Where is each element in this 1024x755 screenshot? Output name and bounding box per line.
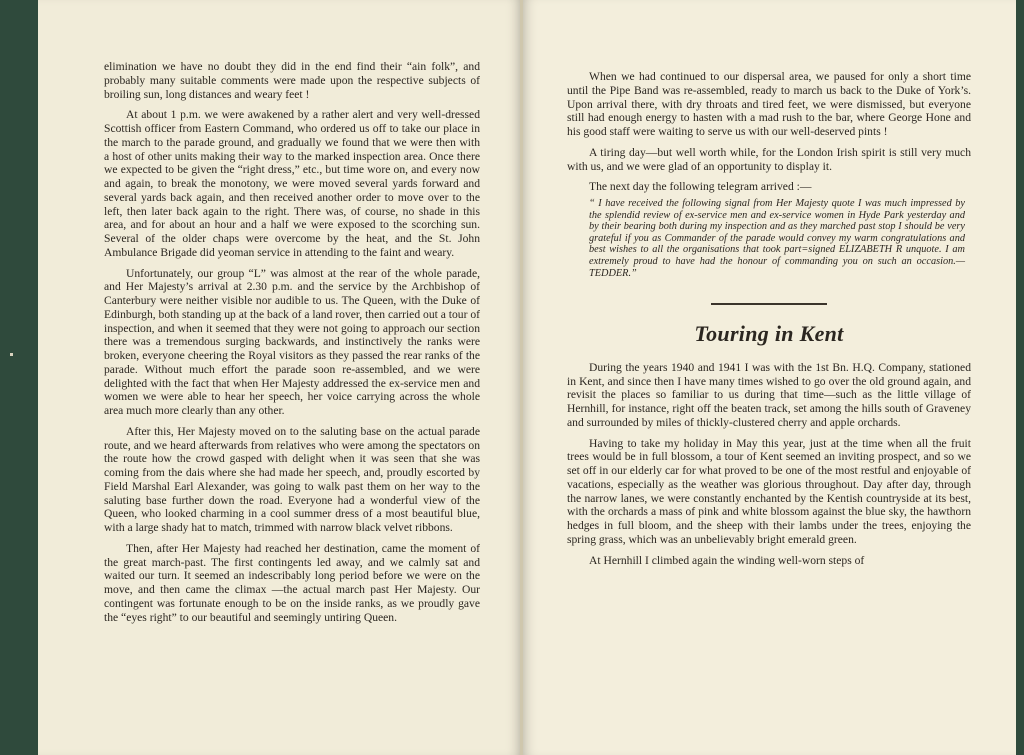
article-heading: Touring in Kent: [694, 321, 844, 347]
left-paragraph: After this, Her Majesty moved on to the saluting base on the actual parade route, and we heard afterwards from relatives who were among the spectators on the route how the crowd gasped with delight when it was seen that she was coming from the dais where she had made her speech, and, proudly escorted by Field Marshal Earl Alexander, was going to walk past them on her way to the saluting base further down the road. Everyone had a wonderful view of the Queen, who looked charming in a cool summer dress of a most beautiful blue, with a large shady hat to match, trimmed with narrow black velvet ribbons.: [104, 424, 480, 534]
right-page-text: [567, 70, 971, 574]
left-paragraph: Then, after Her Majesty had reached her destination, came the moment of the great march-past. The first contingents led away, and we calmly sat and waited our turn. It seemed an indescribably long period before we were on the move, and then came the climax —the actual march past Her Majesty. Our contingent was fortunate enough to be on the inside ranks, as we proudly gave the “eyes right” to our beautiful and seemingly untiring Queen.: [104, 541, 480, 624]
article-paragraph: During the years 1940 and 1941 I was with the 1st Bn. H.Q. Company, stationed in Kent, and since then I have many times wished to go over the old ground again, and revisit the places so familiar to us during that time—such as the little village of Hernhill, for instance, right off the beaten track, set among the hills south of Graveney and surrounded by miles of thickly-clustered cherry and apple orchards.: [567, 360, 971, 429]
left-paragraph: At about 1 p.m. we were awakened by a rather alert and very well-dressed Scottish officer from Eastern Command, who ordered us off to take our place in the march to the parade ground, and gradually we found that we were then with a host of other units making their way to the marked inspection area. Once there we expected to be given the “right dress,” etc., but time wore on, and every now and again, to break the monotony, we were moved several yards forward and several yards back again, and then received another order to move over to the left, then later back again to the right. There was, of course, no shade in this area, and for about an hour and a half we were exposed to the scorching sun. Several of the older chaps were overcome by the heat, and the St. John Ambulance Brigade did yeoman service in attending to the faint and weary.: [104, 108, 480, 259]
left-paragraph: elimination we have no doubt they did in the end find their “ain folk”, and probably many suitable comments were made upon the respective subjects of broiling sun, long distances and weary feet !: [104, 60, 480, 101]
left-paragraph: Unfortunately, our group “L” was almost at the rear of the whole parade, and Her Majesty’s arrival at 2.30 p.m. and the service by the Archbishop of Canterbury were neither visible nor audible to us. The Queen, with the Duke of Edinburgh, both standing up at the back of a land rover, then carried out a tour of inspection, and when it seemed that they were not going to approach our section there was a tremendous surging backwards, and instinctively the ranks were broken, everyone cheering the Royal visitors as they passed the rear ranks of the parade. Without much effort the parade soon re-assembled, and we were delighted with the fact that when Her Majesty addressed the ex-service men and women we were able to hear her speech, her voice carrying across the whole area much more clearly than any other.: [104, 266, 481, 417]
article-paragraph: Having to take my holiday in May this year, just at the time when all the fruit trees would be in full blossom, a tour of Kent seemed an inviting prospect, and so we set off in our elderly car for what proved to be one of the most restful and enjoyable of vacations, especially as the weather was glorious throughout. Day after day, through the narrow lanes, we were constantly enchanted by the Kentish countryside at its best, with the orchards a mass of pink and white blossom against the blue sky, the hawthorn hedges in full bloom, and the sheep with their lambs under the trees, enjoying the spring grass, which was an unbelievably bright emerald green.: [567, 436, 971, 546]
left-page: [38, 0, 521, 755]
right-paragraph: When we had continued to our dispersal area, we paused for only a short time until the Pipe Band was re-assembled, ready to march us back to the Duke of York’s. Upon arrival there, with dry throats and tired feet, we were dismissed, but everyone still had enough energy to hasten with a mad rush to the bar, where George Hone and his good staff were waiting to serve us with our well-deserved pints !: [567, 70, 971, 138]
article-paragraph: At Hernhill I climbed again the winding well-worn steps of: [589, 553, 865, 567]
telegram-quote: “ I have received the following signal from Her Majesty quote I was much impressed by the splendid review of ex-service men and ex-service women in Hyde Park yesterday and by their bearing both during my inspection and as they marched past stop I should be very grateful if you as Commander of the parade would convey my warm congratulations and best wishes to all the organisations that took part=signed ELIZABETH R unquote. I am extremely proud to have had the honour of commanding you on such an occasion.—TEDDER.”: [589, 198, 965, 279]
left-page-text: [104, 60, 480, 631]
section-divider: [711, 303, 827, 305]
right-page: [523, 0, 1016, 755]
right-paragraph: The next day the following telegram arrived :—: [589, 180, 812, 194]
right-paragraph: A tiring day—but well worth while, for the London Irish spirit is still very much with us, and we were glad of an opportunity to display it.: [567, 145, 971, 173]
margin-mark: [10, 353, 13, 356]
